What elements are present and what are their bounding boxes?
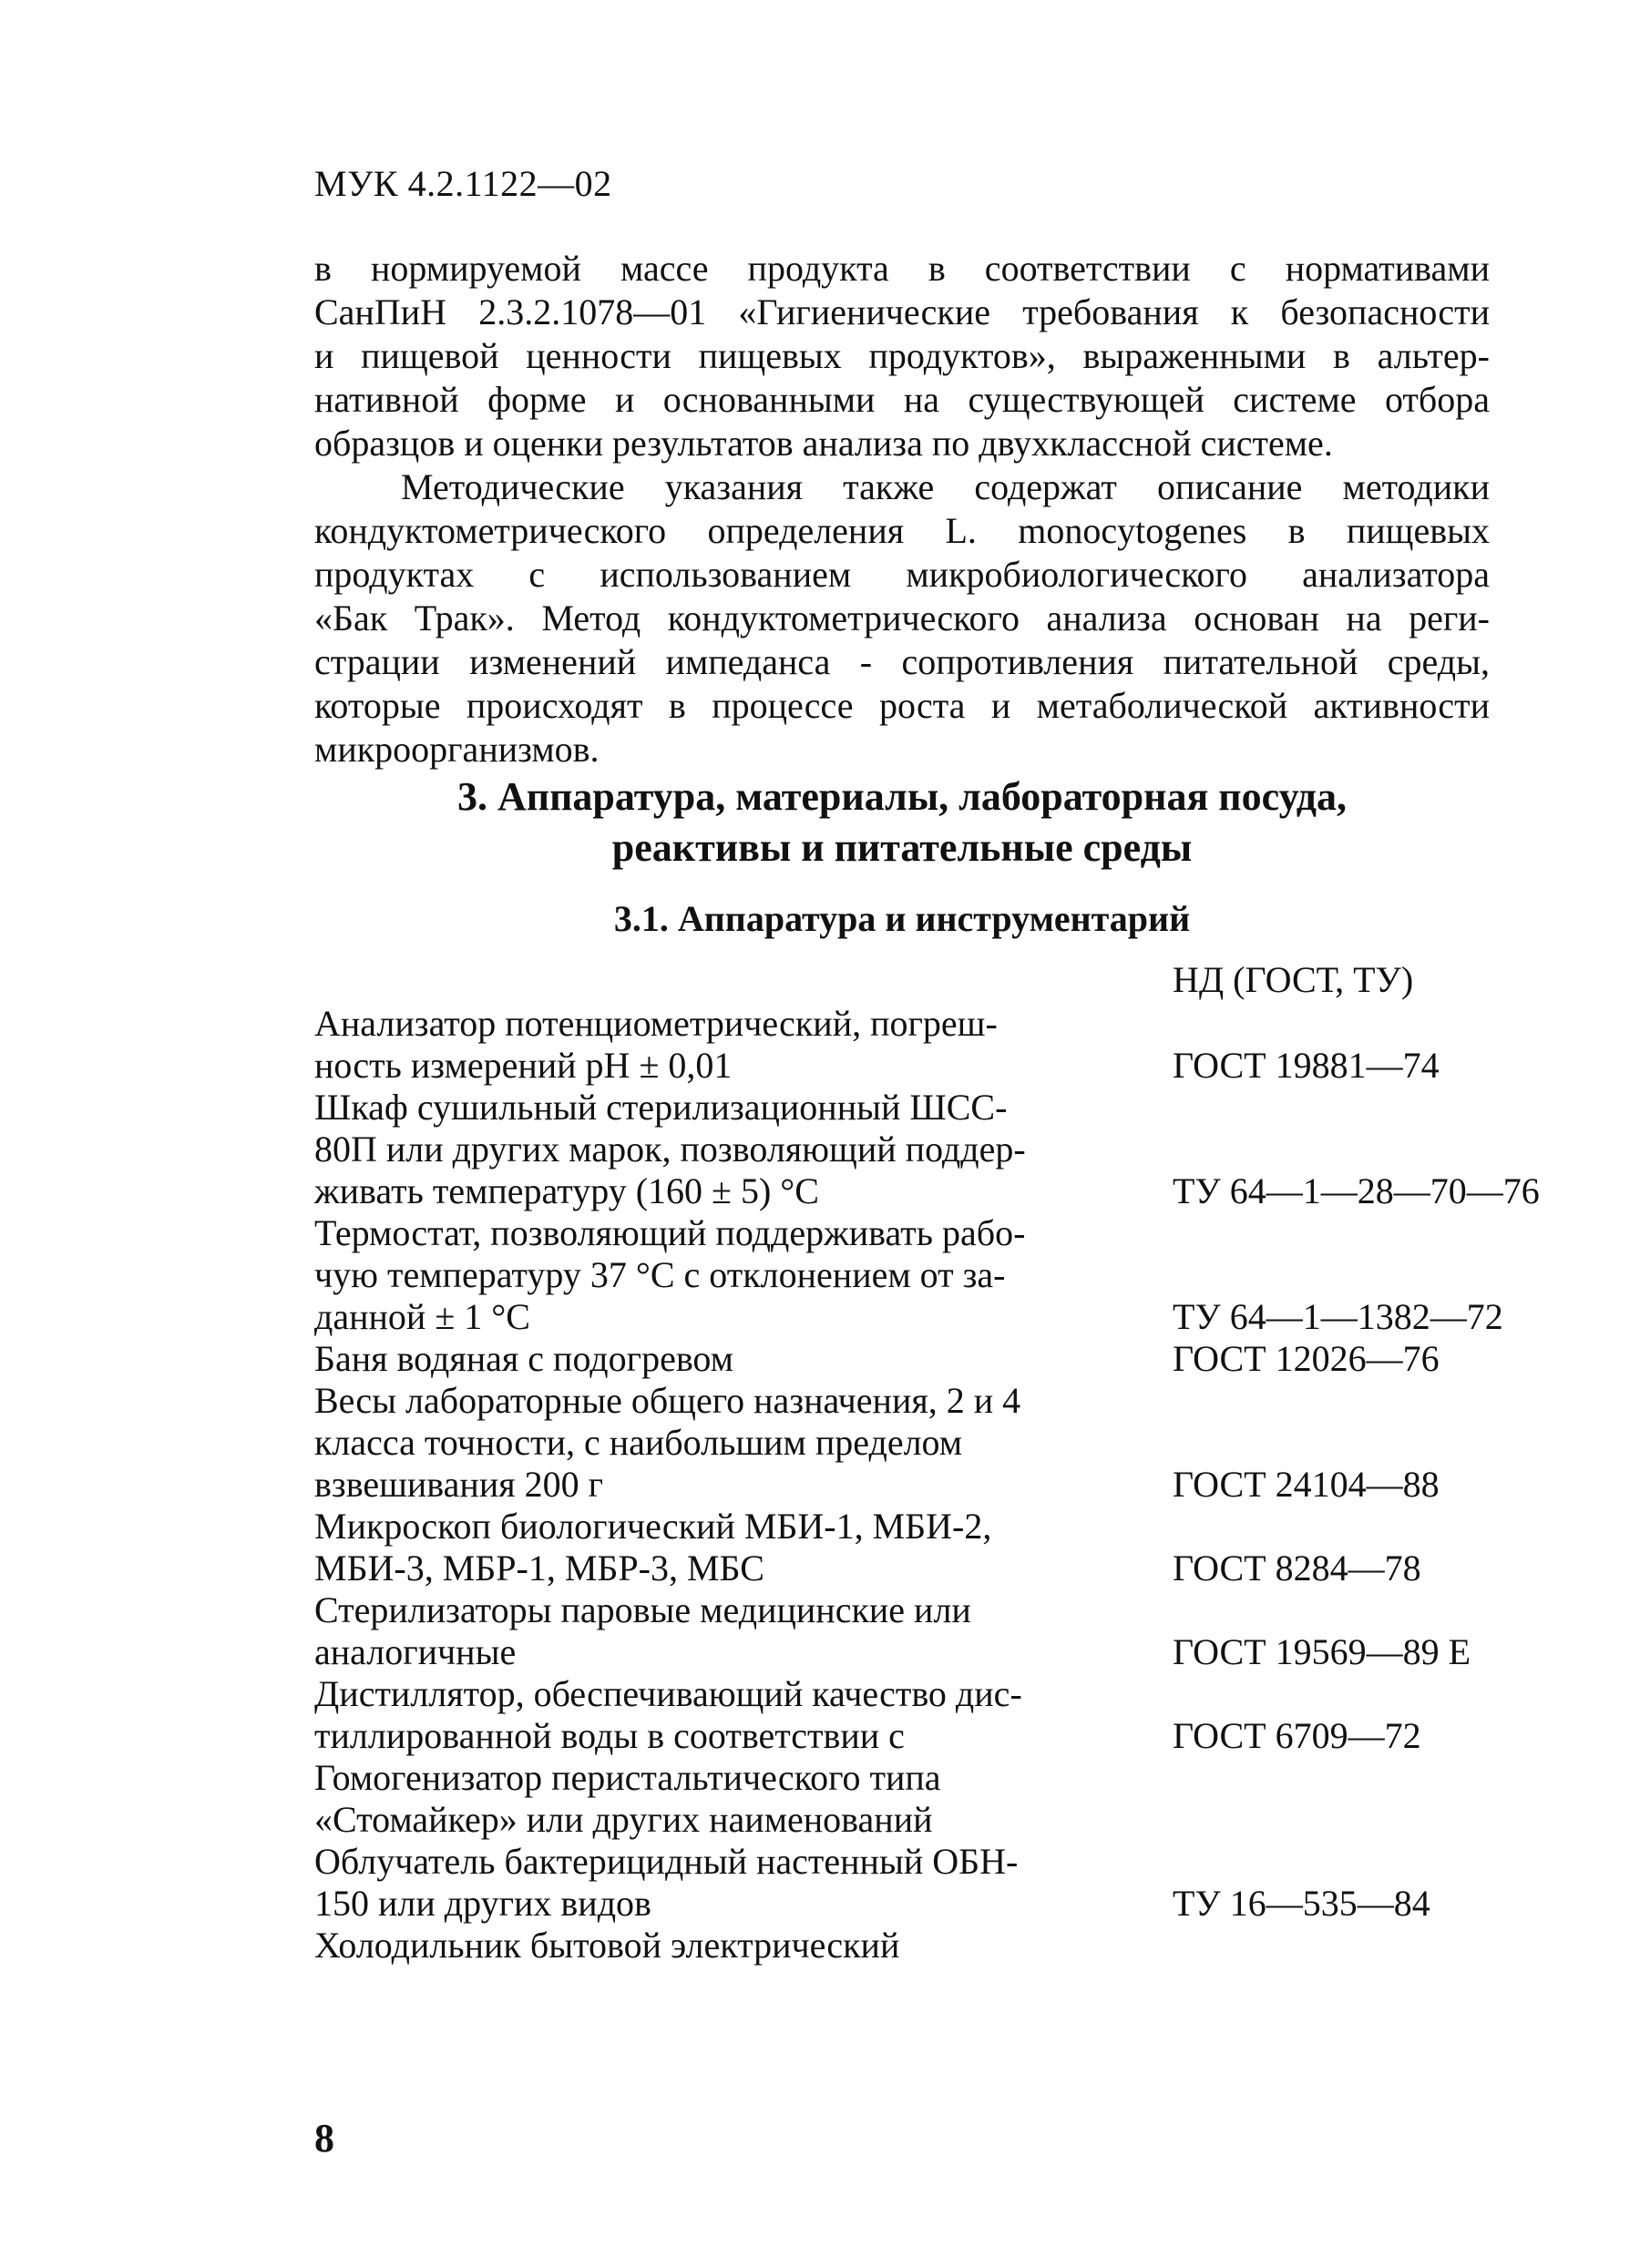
equipment-name <box>314 1003 1116 1087</box>
equipment-name-line: Гомогенизатор перистальтического типа <box>314 1757 941 1798</box>
text-line: страции изменений импеданса - сопротивления питательной среды, <box>314 641 1490 682</box>
equipment-name-line: данной ± 1 °С <box>314 1296 530 1337</box>
equipment-name <box>314 1212 1116 1338</box>
equipment-name-line: класса точности, с наибольшим пределом <box>314 1422 963 1463</box>
equipment-row <box>314 1338 1608 1380</box>
paragraph-methods <box>314 465 1490 771</box>
equipment-name-line: аналогичные <box>314 1631 517 1672</box>
equipment-name-line: Анализатор потенциометрический, погреш- <box>314 1003 998 1044</box>
equipment-name <box>314 1841 1116 1925</box>
document-header: МУК 4.2.1122—02 <box>314 163 612 204</box>
equipment-name-line: 80П или других марок, позволяющий поддер- <box>314 1129 1026 1170</box>
equipment-name-line: ность измерений pH ± 0,01 <box>314 1045 733 1086</box>
text-line: кондуктометрического определения L. monocytogenes в пищевых <box>314 510 1490 551</box>
equipment-reference: ГОСТ 19881—74 <box>1173 1045 1440 1086</box>
text-line: в нормируемой массе продукта в соответствии с нормативами <box>314 248 1490 289</box>
text-line: микроорганизмов. <box>314 729 600 770</box>
text-line: нативной форме и основанными на существующей системе отбора <box>314 379 1490 420</box>
equipment-reference: ГОСТ 8284—78 <box>1173 1548 1421 1589</box>
equipment-name-line: МБИ-3, МБР-1, МБР-3, МБС <box>314 1548 764 1589</box>
equipment-name-line: тиллированной воды в соответствии с <box>314 1715 905 1756</box>
equipment-reference: ГОСТ 24104—88 <box>1173 1464 1440 1505</box>
equipment-row <box>314 1925 1608 1967</box>
equipment-name <box>314 1087 1116 1212</box>
equipment-row <box>314 1087 1608 1212</box>
equipment-name-line: Термостат, позволяющий поддерживать рабо- <box>314 1212 1026 1253</box>
equipment-name-line: «Стомайкер» или других наименований <box>314 1799 933 1840</box>
equipment-name-line: чую температуру 37 °С с отклонением от за- <box>314 1254 1006 1295</box>
equipment-name <box>314 1338 1116 1380</box>
equipment-reference: ТУ 64—1—1382—72 <box>1173 1296 1503 1337</box>
equipment-row <box>314 1380 1608 1506</box>
page-number: 8 <box>314 2116 334 2161</box>
equipment-reference: ГОСТ 12026—76 <box>1173 1338 1440 1379</box>
equipment-name <box>314 1673 1116 1757</box>
equipment-name <box>314 1380 1116 1506</box>
equipment-name <box>314 1506 1116 1589</box>
text-line: продуктах с использованием микробиологического анализатора <box>314 554 1490 595</box>
equipment-name-line: Шкаф сушильный стерилизационный ШСС- <box>314 1087 1008 1128</box>
equipment-reference: ТУ 16—535—84 <box>1173 1883 1430 1924</box>
equipment-name-line: Баня водяная с подогревом <box>314 1338 733 1379</box>
equipment-reference: ГОСТ 19569—89 Е <box>1173 1631 1471 1672</box>
equipment-name-line: Весы лабораторные общего назначения, 2 и 4 <box>314 1380 1021 1421</box>
text-line: «Бак Трак». Метод кондуктометрического анализа основан на реги- <box>314 598 1490 639</box>
equipment-name-line: 150 или других видов <box>314 1883 651 1924</box>
equipment-name-line: взвешивания 200 г <box>314 1464 604 1505</box>
equipment-reference: ТУ 64—1—28—70—76 <box>1173 1170 1540 1211</box>
text-line: образцов и оценки результатов анализа по двухклассной системе. <box>314 423 1333 464</box>
column-header-nd: НД (ГОСТ, ТУ) <box>1173 959 1414 1000</box>
text-line: СанПиН 2.3.2.1078—01 «Гигиенические требования к безопасности <box>314 291 1490 332</box>
equipment-row <box>314 1757 1608 1841</box>
equipment-name <box>314 1757 1116 1841</box>
equipment-name-line: Дистиллятор, обеспечивающий качество дис- <box>314 1673 1022 1714</box>
section-heading <box>314 771 1490 873</box>
equipment-name-line: Холодильник бытовой электрический <box>314 1925 900 1966</box>
section-heading-line: реактивы и питательные среды <box>611 825 1193 870</box>
equipment-name-line: Микроскоп биологический МБИ-1, МБИ-2, <box>314 1506 992 1547</box>
subsection-heading: 3.1. Аппаратура и инструментарий <box>613 898 1191 939</box>
equipment-row <box>314 1003 1608 1087</box>
equipment-name-line: Стерилизаторы паровые медицинские или <box>314 1589 971 1630</box>
text-line: Методические указания также содержат описание методики <box>401 466 1490 507</box>
equipment-list <box>314 1003 1608 1967</box>
equipment-row <box>314 1589 1608 1673</box>
equipment-row <box>314 1506 1608 1589</box>
text-line: и пищевой ценности пищевых продуктов», выраженными в альтер- <box>314 335 1490 376</box>
section-heading-line: 3. Аппаратура, материалы, лабораторная посуда, <box>456 774 1348 819</box>
equipment-name <box>314 1925 1116 1967</box>
equipment-name-line: живать температуру (160 ± 5) °С <box>314 1170 819 1211</box>
paragraph-continuation <box>314 247 1490 465</box>
equipment-name <box>314 1589 1116 1673</box>
equipment-name-line: Облучатель бактерицидный настенный ОБН- <box>314 1841 1019 1882</box>
text-line: которые происходят в процессе роста и метаболической активности <box>314 685 1490 726</box>
equipment-row <box>314 1212 1608 1338</box>
equipment-row <box>314 1673 1608 1757</box>
equipment-row <box>314 1841 1608 1925</box>
equipment-reference: ГОСТ 6709—72 <box>1173 1715 1421 1756</box>
